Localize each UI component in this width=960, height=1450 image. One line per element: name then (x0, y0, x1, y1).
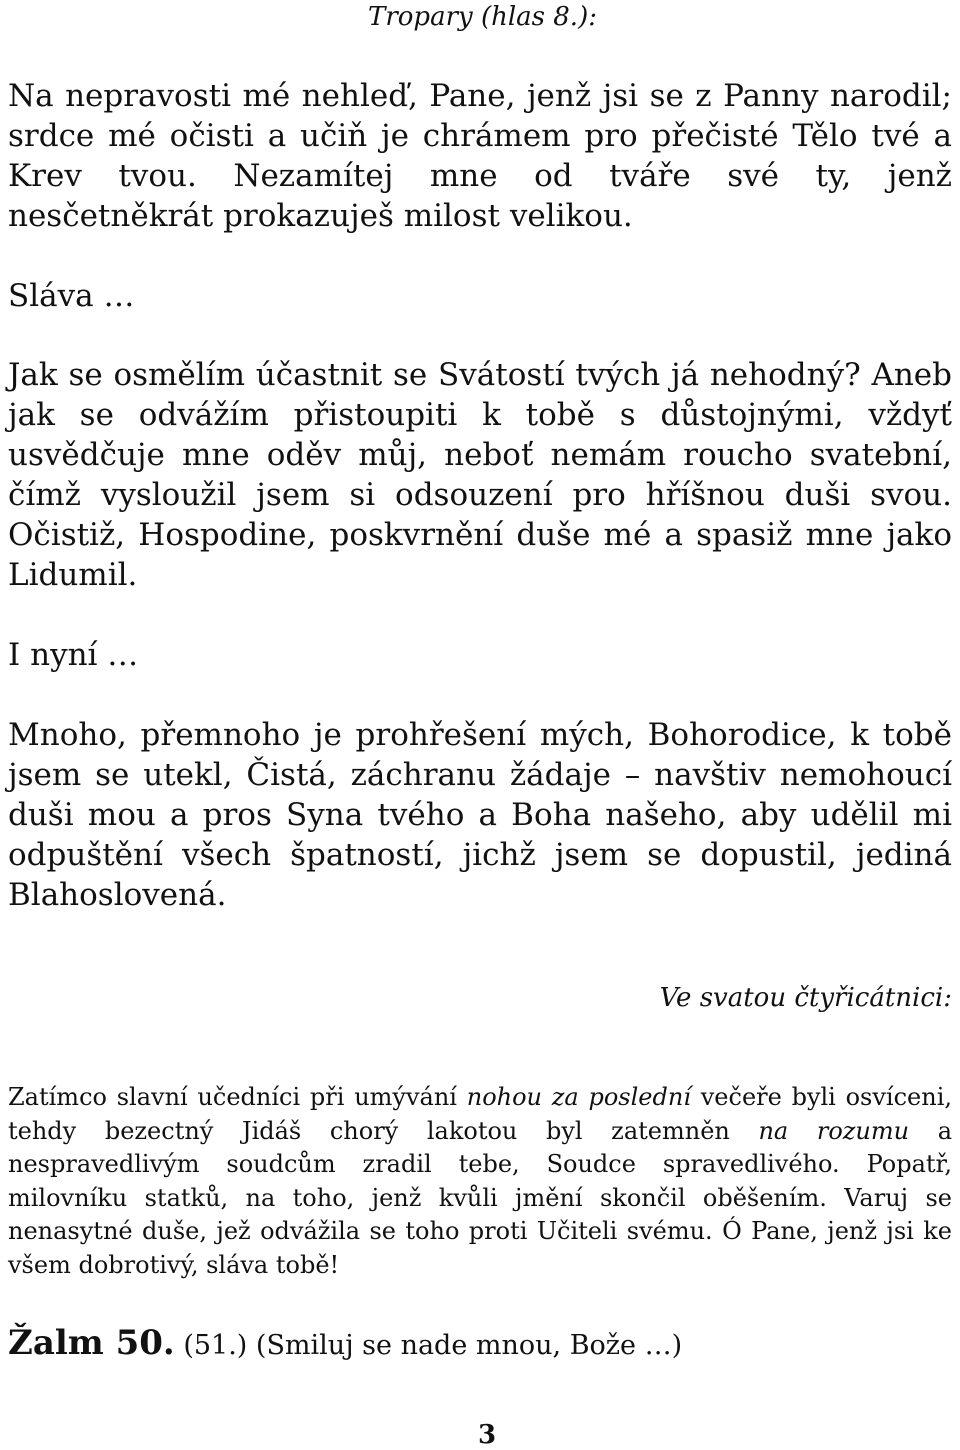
text-run: večeře byli osvíceni, tehdy bezectný Jidáš chorý lakotou byl zatemněn (8, 1083, 953, 1145)
paragraph-tropar-1: Na nepravosti mé nehleď, Pane, jenž jsi se z Panny narodil; srdce mé očisti a učiň je chrámem pro přečisté Tělo tvé a Krev tvou. Nezamítej mne od tváře své ty, jenž nesčetněkrát prokazuješ milost velikou. (8, 78, 952, 234)
document-page (8, 0, 952, 1366)
paragraph-tropar-2: Jak se osmělím účastnit se Svátostí tvých já nehodný? Aneb jak se odvážím přistoupiti k tobě s důstojnými, vždyť usvědčuje mne oděv můj, neboť nemám roucho svatební, čímž vysloužil jsem si odsouzení pro hříšnou duši svou. Očistiž, Hospodine, poskvrnění duše mé a spasiž mne jako Lidumil. (8, 357, 952, 593)
psalm-title: Žalm 50. (8, 1323, 175, 1363)
italic-run: nohou za poslední (466, 1083, 691, 1111)
psalm-reference: (51.) (Smiluj se nade mnou, Bože …) (174, 1330, 683, 1361)
paragraph-bohorodicen: Mnoho, přemnoho je prohřešení mých, Bohorodice, k tobě jsem se utekl, Čistá, záchranu žádaje – navštiv nemohoucí duši mou a pros Syna tvého a Boha našeho, aby udělil mi odpuštění všech špatností, jichž jsem se dopustil, jediná Blahoslovená. (8, 717, 952, 913)
page-number: 3 (477, 1420, 497, 1450)
text-run: a nespravedlivým soudcům zradil tebe, Soudce spravedlivého. Popatř, milovníku statků, na toho, jenž kvůli jmění skončil oběšením. Varuj se nenasytné duše, jež odvážila se toho proti Učiteli svému. Ó Pane, jenž jsi ke všem dobrotivý, sláva tobě! (8, 1116, 953, 1279)
label-i-nyni: I nyní … (8, 637, 139, 673)
heading-tropary: Tropary (hlas 8.): (368, 2, 597, 32)
label-slava: Sláva … (8, 278, 135, 314)
text-run: Zatímco slavní učedníci při umývání (8, 1083, 467, 1111)
psalm-line (8, 1323, 952, 1366)
paragraph-ctyricatnice (8, 1081, 952, 1282)
heading-ctyricatnici: Ve svatou čtyřicátnici: (659, 983, 952, 1013)
italic-run: na rozumu (758, 1116, 910, 1145)
